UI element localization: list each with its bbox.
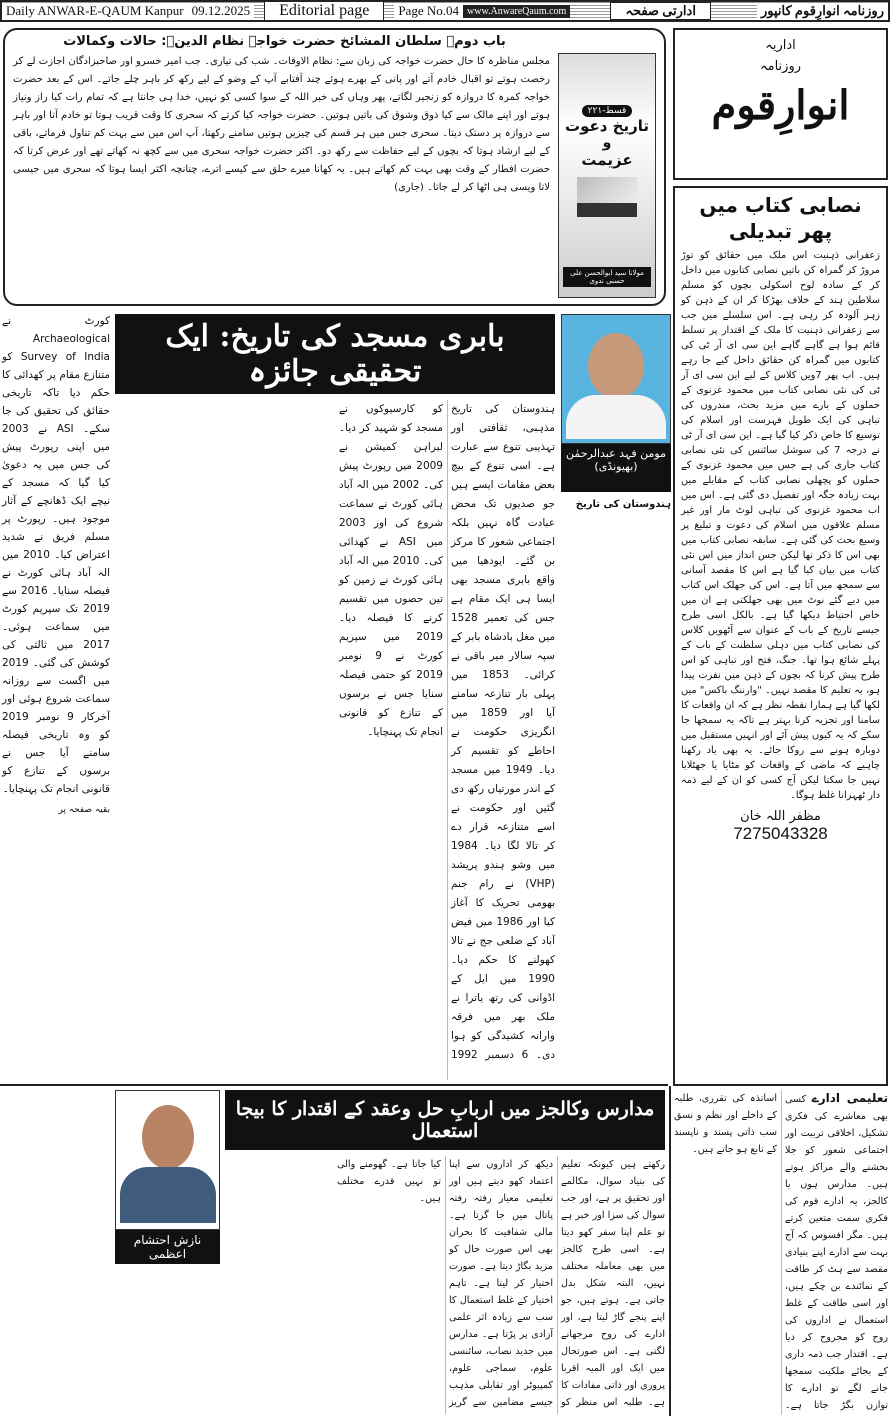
babri-author-place: (بھیونڈی) bbox=[594, 460, 638, 473]
babri-headline: بابری مسجد کی تاریخ: ایک تحقیقی جائزہ bbox=[115, 314, 555, 394]
babri-author: مومن فہد عبدالرحمٰن bbox=[566, 447, 666, 460]
website-link[interactable]: www.AnwareQaum.com bbox=[463, 5, 570, 18]
date: 09.12.2025 bbox=[188, 3, 255, 19]
babri-body-columns: ہندوستان کی تاریخ مذہبی، ثقافتی اور تہذیبی تنوع سے عبارت ہے۔ اسی تنوع کے بیچ بعض مقامات ایسے ہیں جو صدیوں تک محض عبادت گاہ نہیں بلکہ اجتماعی شعور کا مرکز بن گئے۔ ایودھیا میں واقع بابری مسجد بھی ایسا ہی ایک مقام ہے جس کی تعمیر 1528 میں مغل بادشاہ بابر کے سپہ سالار میر باقی نے کرائی۔ 1853 میں پہلی بار تنازعہ سامنے آیا اور 1859 میں انگریزی حکومت نے احاطے کو تقسیم کر دیا۔ 1949 میں مسجد کے اندر مورتیاں رکھ دی گئیں اور حکومت نے اسے متنازعہ قرار دے کر تالا لگا دیا۔ 1984 میں وشو ہندو پریشد (VHP) نے رام جنم بھومی تحریک کا آغاز کیا اور 1986 میں فیض آباد کے ضلعی جج نے تالا کھولنے کا حکم دیا۔ 1990 میں ایل کے اڈوانی کی رتھ یاترا نے ملک بھر میں فرقہ وارانہ کشیدگی کو ہوا دی۔ 6 دسمبر 1992 کو کارسیوکوں نے مسجد کو شہید کر دیا۔ لبراہن کمیشن نے 2009 میں رپورٹ پیش کی۔ 2002 میں الہ آباد ہائی کورٹ نے سماعت شروع کی اور 2003 میں ASI نے کھدائی کی۔ 2010 میں الہ آباد ہائی کورٹ نے زمین کو تین حصوں میں تقسیم کرنے کا فیصلہ دیا۔ 2019 میں سپریم کورٹ نے 9 نومبر 2019 کو حتمی فیصلہ سنایا جس نے برسوں کے تنازع کو قانونی انجام تک پہنچایا۔ bbox=[339, 403, 556, 1061]
taleemi-columns bbox=[674, 1090, 888, 1415]
paper-name-ur: روزنامہ انوارِقوم کانپور bbox=[757, 3, 888, 19]
divider bbox=[0, 1084, 668, 1086]
page-number: Page No.04 bbox=[394, 3, 463, 19]
serial-body: مجلس مناظرہ کا حال حضرت خواجہ کی زبان سے: نظام الاوقات۔ شب کی تیاری۔ جب امیر خسرو اور صاحبزادگان اجازت لے کر رخصت ہوتے تو اقبال خادم آتے اور پانی کے بھرے ہوئے چند آفتابے آپ کے وضو کے لیے رکھ کر باہر چلے جاتے۔ اس کے بعد حضرت خواجہ کمرہ کا دروازہ کو زنجیر لگاتے، پھر وہاں کی خبر اللہ کے سوا کسی کو نہیں، خدا ہی جانتا ہے کہ تمام رات کیا راز ونیاز ہوتے اور اپنے مالک سے کیا ذوق وشوق کی باتیں ہوتیں۔ حضرت خواجہ کیا کرتے کہ سحری کا وقت قریب ہوتا تو خادم آتا اور باہر سے دروازہ پر دستک دیتا۔ سحری جس میں ہر قسم کی چیزیں ہوتیں سامنے رکھتا، آپ اس میں سے بہت کم تناول فرماتے، باقی کے لیے ارشاد ہوتا کہ بچوں کے لیے حفاظت سے رکھ دو۔ اکثر حضرت خواجہ سحری میں سے کچھ نہ کھاتے تھے اور عرض کرتا کہ حضرت افطار کے وقت بھی بہت کم کھاتے ہیں۔ یہ کھانا میرے حلق سے کیسے اترے، چنانچہ اکثر ایسا ہوتا کہ سحری میں جیسی لاتا ویسی ہی اٹھا کر لے جاتا۔ (جاری) bbox=[13, 56, 550, 193]
taleemi-body: کسی بھی معاشرے کی فکری تشکیل، اخلاقی تربیت اور اجتماعی شعور کو جلا بخشنے والے مراکز ہوتے ہیں۔ مدارس ہوں یا کالجز، یہ ادارے قوم کی فکری سمت متعین کرتے ہیں۔ مگر افسوس کہ آج بہت سے ادارے اپنے بنیادی مقصد سے ہٹ کر طاقت کے نمائندے بن چکے ہیں، اور اسی طاقت کے غلط استعمال نے اداروں کی روح کو مجروح کر دیا ہے۔ اقتدار جب ذمہ داری کے بجائے ملکیت سمجھا جانے لگے تو ادارے کا توازن بگڑ جاتا ہے۔ اساتذہ کی تقرری، طلبہ کے داخلے اور نظم و نسق سب ذاتی پسند و ناپسند کے تابع ہو جاتے ہیں۔ bbox=[674, 1093, 888, 1411]
episode-badge: قسط-۲۲۱ bbox=[582, 105, 633, 117]
editorial-body: زعفرانی ذہنیت اس ملک میں حقائق کو توڑ مروڑ کر گمراہ کن باتیں نصابی کتابوں میں داخل کر کے سادہ لوح اسکولی بچوں کو مسلم سلاطین ہند کے خلاف بھڑکا کر ان کے ذہن کو زہر آلودہ کر رہی ہے۔ اس سلسلے میں جب سے زعفرانی ذہنیت کا ملک کے اقتدار پر تسلط قائم ہوا ہے گاہے گاہے این سی ای آر ٹی کی کتابوں میں گمراہ کن حقائق داخل کیے جا رہے ہیں۔ اب پھر 7ویں کلاس کے لیے این سی ای آر ٹی کی نئی نصابی کتاب میں محمود غزنوی کے حملوں کے بارے میں مزید بحث، مندروں کی تباہی کی ایک طویل فہرست اور اسلام کی توسیع کا خاص ذکر کیا گیا ہے۔ این سی ای آر ٹی نے درجہ 7 کی سوشل سائنس کی نئی نصابی کتاب جاری کی ہے جس میں محمود غزنوی کے حملوں کو پچھلی نصابی کتاب کے مقابلے میں بہت زیادہ جگہ اور تفصیل دی گئی ہے۔ اس میں اب محمود غزنوی کی تباہی لوٹ مار اور غیر مسلم علاقوں میں اسلام کی دعوت و تبلیغ پر وسیع بحث کی گئی ہے۔ سابقہ نصابی کتاب میں بھی اس کا ذکر تھا لیکن جس انداز میں اس نئی کتاب میں بیان کیا گیا ہے اس کا مقصد آسانی سے سمجھ میں آتا ہے۔ اس کی جھلک اس کتاب میں دیے گئے نوٹ میں بھی جھلکتی ہے ان میں خاص احتیاط دیکھا گیا ہے۔ بالکل اسی طرح جیسے تاریخ کے باب کے عنوان سے آٹھویں کلاس کی نصابی کتاب میں دہلی سلطنت کے باب کے پہلے شائع ہوا تھا۔ جنگ، فتح اور تباہی کو اس طرح پیش کرنا کہ بچوں کے ذہن میں نفرت پیدا ہو، یہ تعلیم کا مقصد نہیں۔ "وارننگ باکس" میں لکھا گیا ہے ہمارا نقطہ نظر ہے کہ ان واقعات کا سامنا اور تجزیہ کرنا بہتر ہے تاکہ یہ سمجھا جا سکے کہ یہ کیوں پیش آئے اور انہیں مستقبل میں دوبارہ ہونے سے روکا جائے۔ یہ بھی یاد رکھنا چاہیے کہ ماضی کے واقعات کو مٹایا یا جھٹلایا نہیں جا سکتا لیکن آج کسی کو ان کے لیے ذمہ دار ٹھہرانا غلط ہوگا۔ bbox=[681, 250, 880, 801]
editorial-article bbox=[673, 186, 888, 1086]
page-header bbox=[0, 0, 890, 22]
taleemi-lead: تعلیمی ادارے bbox=[811, 1091, 888, 1105]
serial-title: تاریخ دعوت bbox=[565, 117, 649, 135]
continued-note[interactable]: بقیہ صفحہ پر bbox=[58, 805, 110, 815]
serial-article bbox=[3, 28, 666, 306]
babri-left-body: کورٹ نے Archaeological Survey of India کو متنازع مقام پر کھدائی کا حکم دیا تاکہ تاریخی حقائق کی تحقیق کی جا سکے۔ ASI نے 2003 میں اپنی رپورٹ پیش کی جس میں یہ دعویٰ کیا گیا کہ مسجد کے نیچے ایک ڈھانچے کے آثار موجود ہیں۔ رپورٹ پر مسلم فریق نے شدید اعتراض کیا۔ 2010 میں الہ آباد ہائی کورٹ نے فیصلہ سنایا۔ 2016 سے 2019 تک سپریم کورٹ میں سماعت ہوئی۔ 2017 میں ثالثی کی کوشش کی گئی۔ 2019 میں اگست سے روزانہ سماعت شروع ہوئی اور آخرکار 9 نومبر 2019 کو وہ تاریخی فیصلہ سامنے آیا جس نے برسوں کے تنازع کو قانونی انجام تک پہنچایا۔ bbox=[2, 315, 111, 795]
serial-title-2: عزیمت bbox=[581, 151, 633, 169]
section-ur: ادارتی صفحہ bbox=[610, 2, 711, 20]
author-photo-babri bbox=[561, 314, 671, 444]
serial-title-and: و bbox=[602, 135, 612, 151]
masthead-label: اداریہ bbox=[765, 38, 796, 53]
editorial-masthead bbox=[673, 28, 888, 180]
editorial-author: مظفر اللہ خان bbox=[740, 809, 821, 824]
babri-subhead: ہندوستان کی تاریخ bbox=[575, 499, 671, 510]
editorial-phone: 7275043328 bbox=[733, 824, 828, 843]
madaris-headline: مدارس وکالجز میں اربابِ حل وعقد کے اقتدار کا بیجا استعمال bbox=[225, 1090, 665, 1150]
serial-author: مولانا سید ابوالحسن علی حسنی ندوی bbox=[563, 267, 651, 287]
madaris-body-columns: رکھتے ہیں کیونکہ تعلیم کی بنیاد سوال، مکالمے اور تحقیق پر ہے، اور جب سوال کی سزا اور خبر ہے تو علم اپنا سفر کھو دیتا ہے۔ اسی طرح کالجز میں بھی معاملہ مختلف نہیں، البتہ شکل بدل جاتی ہے۔ ہوتے ہیں، جو اپنے پنجے گاڑ لیتا ہے، اور ادارے کی روح مرجھانے لگتی ہے۔ اس صورتحال میں ایک اور المیہ اقربا پروری اور ذاتی مفادات کا ہے۔ طلبہ اس منظر کو دیکھ کر اداروں سے اپنا اعتماد کھو دیتے ہیں اور تعلیمی معیار رفتہ رفتہ پاتال میں جا گرتا ہے۔ مالی شفافیت کا بحران بھی اس صورت حال کو مزید بگاڑ دیتا ہے۔ صورت اختیار کر لیتا ہے۔ تاہم اختیار کے غلط استعمال کا سب سے زیادہ اثر علمی آزادی پر پڑتا ہے۔ مدارس میں جدید نصاب، سائنسی علوم، سماجی علوم، کمپیوٹر اور تقابلی مذہب جیسے مضامین سے گریز کیا جاتا ہے۔ گھومنے والی تو نہیں قدرے مختلف ہیں۔ bbox=[337, 1159, 665, 1408]
madaris-author: نازش احتشام اعظمی bbox=[115, 1230, 220, 1264]
editorial-headline: نصابی کتاب میں پھر تبدیلی bbox=[699, 193, 862, 243]
babri-left-column bbox=[2, 312, 110, 819]
serial-headline: باب دوم۔ سلطان المشائخ حضرت خواجہ نظام الدینؒ: حالات وکمالات bbox=[63, 34, 506, 49]
author-photo-madaris bbox=[115, 1090, 220, 1230]
column-divider bbox=[669, 1086, 671, 1416]
book-icon bbox=[577, 177, 637, 217]
paper-name-en: Daily ANWAR-E-QAUM Kanpur bbox=[2, 3, 188, 19]
masthead-roznama: روزنامہ bbox=[760, 59, 801, 74]
babri-author-caption bbox=[561, 444, 671, 492]
serial-logo bbox=[558, 53, 656, 298]
masthead-title: انوارِقوم bbox=[711, 82, 850, 129]
section-en: Editorial page bbox=[264, 1, 384, 21]
